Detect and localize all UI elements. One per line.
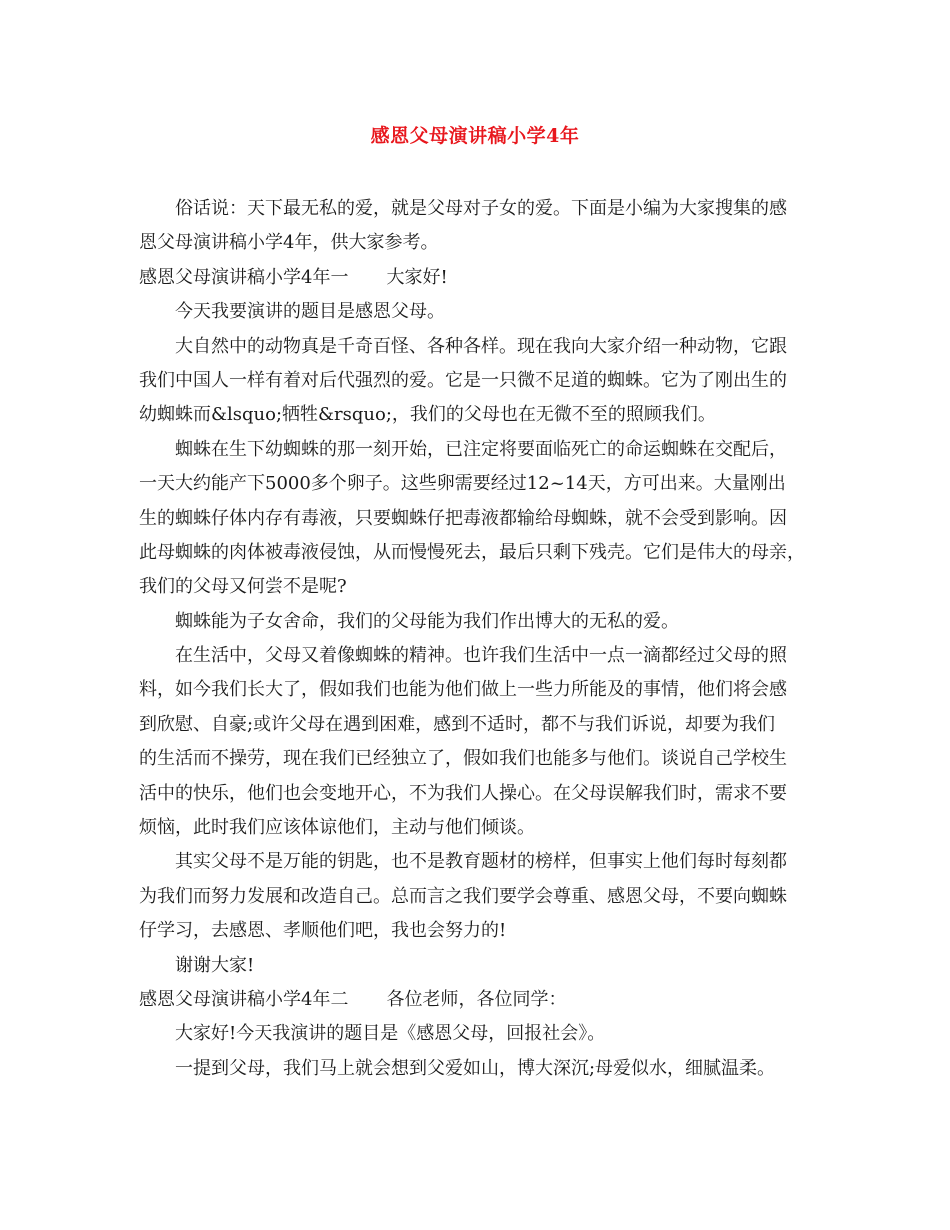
section-heading-line: [139, 983, 839, 1017]
paragraph-line: [139, 433, 839, 467]
line-text: 我们的父母又何尝不是呢?: [139, 576, 347, 598]
line-text: 为我们而努力发展和改造自己。总而言之我们要学会尊重、感恩父母，不要向蜘蛛: [139, 885, 787, 907]
line-text: 在生活中，父母又着像蜘蛛的精神。也许我们生活中一点一滴都经过父母的照: [175, 645, 787, 667]
paragraph-line: [139, 811, 839, 845]
line-text: 一天大约能产下5000多个卵子。这些卵需要经过12~14天，方可出来。大量刚出: [139, 473, 786, 495]
line-text: 活中的快乐，他们也会变地开心，不为我们人操心。在父母误解我们时，需求不要: [139, 782, 787, 804]
line-text: 其实父母不是万能的钥匙，也不是教育题材的榜样，但事实上他们每时每刻都: [175, 851, 787, 873]
paragraph-line: [139, 708, 839, 742]
paragraph-line: [139, 742, 839, 776]
line-text: 今天我要演讲的题目是感恩父母。: [175, 301, 445, 323]
line-text: 生的蜘蛛仔体内存有毒液，只要蜘蛛仔把毒液都输给母蜘蛛，就不会受到影响。因: [139, 507, 787, 529]
paragraph-line: [139, 914, 839, 948]
paragraph-line: [139, 295, 839, 329]
line-text: 俗话说：天下最无私的爱，就是父母对子女的爱。下面是小编为大家搜集的感: [175, 198, 787, 219]
paragraph-line: [139, 192, 839, 226]
line-text: 到欣慰、自豪;或许父母在遇到困难，感到不适时，都不与我们诉说，却要为我们: [139, 713, 776, 735]
paragraph-line: [139, 364, 839, 398]
paragraph-line: [139, 880, 839, 914]
line-text: 烦恼，此时我们应该体谅他们，主动与他们倾谈。: [139, 817, 535, 839]
line-text: 大自然中的动物真是千奇百怪、各种各样。现在我向大家介绍一种动物，它跟: [175, 335, 787, 357]
section-heading: 感恩父母演讲稿小学4年二: [139, 988, 349, 1010]
section-heading-line: [139, 261, 839, 295]
paragraph-line: [139, 502, 839, 536]
line-text: 各位老师，各位同学：: [386, 988, 567, 1010]
line-text: 大家好!: [386, 266, 448, 288]
line-text: 此母蜘蛛的肉体被毒液侵蚀，从而慢慢死去，最后只剩下残壳。它们是伟大的母亲，: [139, 541, 805, 563]
paragraph-line: [139, 570, 839, 604]
paragraph-line: [139, 673, 839, 707]
document-body: [139, 192, 839, 1086]
paragraph-line: [139, 467, 839, 501]
line-text: 料，如今我们长大了，假如我们也能为他们做上一些力所能及的事情，他们将会感: [139, 679, 787, 701]
paragraph-line: [139, 330, 839, 364]
line-text: 大家好!今天我演讲的题目是《感恩父母，回报社会》。: [175, 1023, 606, 1045]
paragraph-line: [139, 1052, 839, 1086]
paragraph-line: [139, 949, 839, 983]
line-text: 的生活而不操劳，现在我们已经独立了，假如我们也能多与他们。谈说自己学校生: [139, 748, 787, 770]
paragraph-line: [139, 777, 839, 811]
line-text: 一提到父母，我们马上就会想到父爱如山，博大深沉;母爱似水，细腻温柔。: [175, 1057, 776, 1079]
paragraph-line: [139, 1017, 839, 1051]
paragraph-line: [139, 639, 839, 673]
paragraph-line: [139, 226, 839, 260]
paragraph-line: [139, 605, 839, 639]
line-text: 蜘蛛在生下幼蜘蛛的那一刻开始，已注定将要面临死亡的命运蜘蛛在交配后，: [175, 438, 787, 460]
line-text: 蜘蛛能为子女舍命，我们的父母能为我们作出博大的无私的爱。: [175, 610, 679, 632]
line-text: 幼蜘蛛而&lsquo;牺牲&rsquo;，我们的父母也在无微不至的照顾我们。: [139, 404, 716, 426]
line-text: 谢谢大家!: [175, 954, 255, 976]
paragraph-line: [139, 536, 839, 570]
line-text: 仔学习，去感恩、孝顺他们吧，我也会努力的!: [139, 920, 507, 942]
section-heading: 感恩父母演讲稿小学4年一: [139, 266, 349, 288]
paragraph-line: [139, 398, 839, 432]
paragraph-line: [139, 845, 839, 879]
document-title: 感恩父母演讲稿小学4年: [370, 125, 580, 147]
line-text: 恩父母演讲稿小学4年，供大家参考。: [139, 232, 439, 254]
line-text: 我们中国人一样有着对后代强烈的爱。它是一只微不足道的蜘蛛。它为了刚出生的: [139, 369, 787, 391]
